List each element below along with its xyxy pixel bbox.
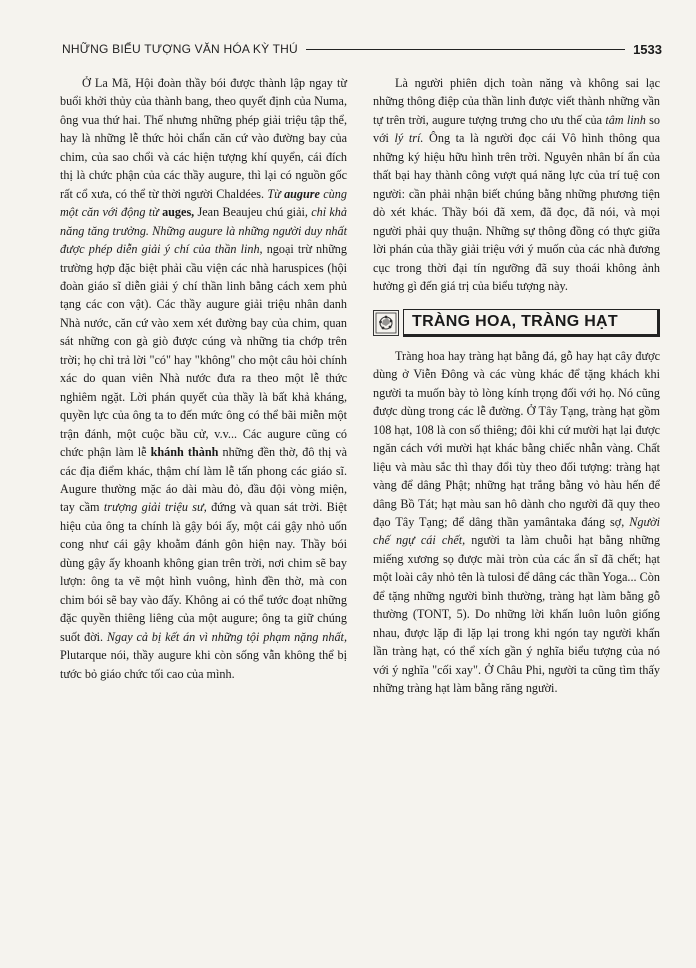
running-title: NHỮNG BIỂU TƯỢNG VĂN HÓA KỲ THÚ	[62, 42, 298, 56]
text-run: Tràng hoa hay tràng hạt bằng đá, gỗ hay hạt cây được dùng ở Viễn Đông và các vùng khác để tặng khách khi người ta muốn bày tỏ lòng kính trọng đối với họ. Nó cũng được dùng trong các lễ đường. Ở Tây Tạng, tràng hạt gồm 108 hạt, 108 là con số thiêng; đôi khi cứ mười hạt lại được ngăn cách với mười hạt khác bằng chiếc nhẫn vàng. Chất liệu và màu sắc thì thay đổi tùy theo đối tượng: tràng hạt vàng để dâng Phật; những hạt trắng bằng vỏ hàu hến để dâng Bồ Tát; hạt màu san hô dành cho người đã quy theo đạo Tây Tạng; để dâng thần yamântaka đáng sợ,	[373, 348, 660, 529]
text-run: những đền thờ, đô thị và các địa điểm khác, thậm chí làm lễ tấn phong các giáo sĩ. Augure thường mặc áo dài màu đỏ, đầu đội vòng miện, tay cầm	[60, 445, 347, 515]
bold-term: augure	[284, 186, 320, 201]
italic-run: cùng một căn với động từ	[60, 186, 347, 220]
header-rule	[306, 49, 625, 50]
italic-run: tâm linh	[605, 112, 646, 127]
left-column	[60, 74, 347, 683]
text-run: Ở La Mã, Hội đoàn thầy bói được thành lập ngay từ buổi khởi thủy của thành bang, theo quyết định của Numa, ông vua thứ hai. Thế nhưng những phép giải triệu tập thể, hay là những lễ thức hỏi chẩn căn cứ vào đường bay của chim, của sao chổi và các hiện tượng khí quyển, cái đích thị là chức phận của các thầy augure, thì lại có nguồn gốc rất cổ xưa, có thể từ thời người Chaldées.	[60, 76, 347, 201]
bold-term: khánh thành	[150, 445, 219, 460]
italic-run: chỉ khả năng tăng trưởng. Những augure là những người duy nhất được phép diễn giải ý chí của thần linh,	[60, 205, 347, 257]
text-run: đứng và quan sát trời. Biệt hiệu của ông ta chính là gậy bói ấy, một cái gậy nhỏ uốn cong như cái gậy khoằm đánh gôn hiện nay. Thầy bói dùng gậy ấy khoanh không gian trên trời, nơi chim sẽ bay lượn: ông ta vẽ một hình vuông, hình đền thờ, mà con chim bói sẽ bay vào đấy. Không ai có thể tước đoạt những đặc quyền thiêng liêng của một augure; ông ta giữ chúng suốt đời.	[60, 500, 347, 644]
text-run: Ông ta là người đọc cái Vô hình thông qua những ký hiệu hữu hình trên trời. Nguyên nhân bí ẩn của thất bại hay thành công vượt quá năng lực của trí tuệ con người: cần phải nhận biết chúng bằng những phương tiện dò xét khác. Thầy bói đã xem, đã đọc, đã nói, và mọi người phải quy thuận. Những sự thông đồng có thực giữa lời phán của thầy giải triệu với ý muốn của các nhà đương cục trong thời đại tín ngưỡng đã suy thoái không ảnh hưởng gì đến giá trị của biểu tượng này.	[373, 131, 660, 293]
italic-run: Từ	[267, 186, 285, 201]
right-column	[373, 74, 660, 698]
augure-symbolism-paragraph	[373, 74, 660, 295]
italic-run: lý trí.	[394, 131, 424, 146]
page-number: 1533	[633, 41, 662, 57]
text-run: Là người phiên dịch toàn năng và không sai lạc những thông điệp của thần linh được viết thành những vần tự trên trời, augure tượng trưng cho ưu thế của	[373, 76, 660, 127]
text-run: so với	[373, 112, 660, 146]
running-header	[62, 40, 662, 58]
italic-run: Ngay cả bị kết án vì những tội phạm nặng nhất,	[106, 629, 347, 644]
bold-term: auges,	[162, 205, 195, 220]
text-run: người ta làm chuỗi hạt bằng những miếng xương sọ được mài tròn của các ẩn sĩ đã chết; hạt một loài cây nhỏ tên là tulosi để dâng các thần Yoga... Còn để tặng những người bình thường, tràng hạt làm bằng gỗ thường (TONT, 5). Do những lời khấn luôn luôn giống nhau, được lặp đi lặp lại trong khi ngón tay người khấn lần tràng hạt, có thể xích gần ý nghĩa biểu tượng của nó với ý nghĩa "cối xay". Ở Châu Phi, người ta cũng tìm thấy những tràng hạt làm bằng răng người.	[373, 533, 660, 696]
augure-paragraph	[60, 74, 347, 683]
text-run: Jean Beaujeu chú giải,	[194, 205, 312, 220]
text-run: Plutarque nói, thầy augure khi còn sống vẫn không thể bị tước bỏ giáo chức tối cao của mình.	[60, 648, 347, 681]
garland-paragraph	[373, 347, 660, 698]
italic-run: Người chế ngự cái chết,	[373, 514, 660, 548]
text-run: ngoại trừ những trường hợp đặc biệt phải cầu viện các nhà haruspices (hội đoàn giáo sĩ diễn giải ý chí thần linh bằng cách xem phủ tạng các con vật). Các thầy augure giải triệu nhân danh Nhà nước, căn cứ vào xem xét đường bay của chim, quan sát những con gà giò được cúng và những tia chớp trên trời; họ chỉ trả lời "có" hay "không" cho một câu hỏi chính xác do quan viên Nhà nước đưa ra theo một lễ thức nghiêm ngặt. Lời phán quyết của thầy là bất khả kháng, quyền lực của ông ta to đến mức ông có thể bãi miễn một trận đánh, một cuộc bầu cử, v.v... Các augure cũng có chức phận làm lễ	[60, 242, 347, 460]
section-title: TRÀNG HOA, TRÀNG HẠT	[403, 309, 660, 336]
decorative-vignette-icon	[373, 310, 399, 336]
italic-run: trượng giải triệu sư,	[103, 500, 207, 515]
section-heading	[373, 309, 660, 336]
